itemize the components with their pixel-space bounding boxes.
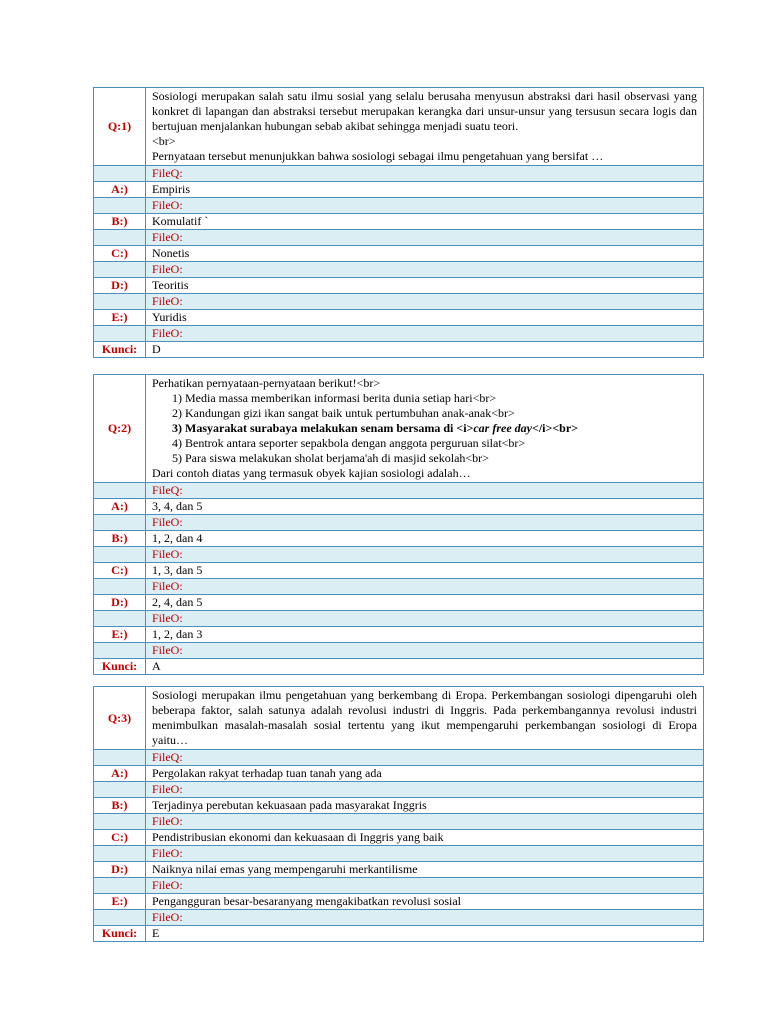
- statement-item: 4) Bentrok antara seporter sepakbola dengan anggota perguruan silat<br>: [172, 436, 526, 450]
- file-o: FileO:: [146, 515, 704, 531]
- file-o: FileO:: [146, 230, 704, 246]
- option-text: Naiknya nilai emas yang mempengaruhi merkantilisme: [146, 862, 704, 878]
- file-o: FileO:: [146, 579, 704, 595]
- kunci-label: Kunci:: [94, 659, 146, 675]
- question-label: Q:1): [94, 88, 146, 166]
- option-label: D:): [94, 278, 146, 294]
- file-o: FileO:: [146, 846, 704, 862]
- option-label: A:): [94, 182, 146, 198]
- option-label: A:): [94, 499, 146, 515]
- question-text: [146, 88, 704, 166]
- file-o: FileO:: [146, 294, 704, 310]
- option-label: E:): [94, 627, 146, 643]
- file-q: FileQ:: [146, 483, 704, 499]
- file-o: FileO:: [146, 262, 704, 278]
- statement-item: 2) Kandungan gizi ikan sangat baik untuk pertumbuhan anak-anak<br>: [172, 406, 515, 420]
- file-o: FileO:: [146, 814, 704, 830]
- option-text: Nonetis: [146, 246, 704, 262]
- question-text-line: <br>: [152, 134, 176, 148]
- question-3-table: [93, 686, 704, 942]
- option-label: C:): [94, 563, 146, 579]
- option-text: 3, 4, dan 5: [146, 499, 704, 515]
- option-text: 1, 2, dan 3: [146, 627, 704, 643]
- option-label: C:): [94, 830, 146, 846]
- option-label: C:): [94, 246, 146, 262]
- statement-item: 1) Media massa memberikan informasi berita dunia setiap hari<br>: [172, 391, 497, 405]
- file-o: FileO:: [146, 910, 704, 926]
- option-text: Yuridis: [146, 310, 704, 326]
- question-text: Sosiologi merupakan ilmu pengetahuan yang berkembang di Eropa. Perkembangan sosiologi dipengaruhi oleh beberapa faktor, salah satunya adalah revolusi industri di Inggris. Pada perkembangannya revolusi industri menimbulkan masalah-masalah sosial tertentu yang ikut mempengaruhi perkembangan sosiologi di Eropa yaitu…: [146, 687, 704, 750]
- option-label: B:): [94, 531, 146, 547]
- kunci-label: Kunci:: [94, 342, 146, 358]
- file-o: FileO:: [146, 198, 704, 214]
- option-label: E:): [94, 894, 146, 910]
- option-text: Pengangguran besar-besaranyang mengakibatkan revolusi sosial: [146, 894, 704, 910]
- question-text-line: Pernyataan tersebut menunjukkan bahwa sosiologi sebagai ilmu pengetahuan yang bersifat …: [152, 149, 604, 163]
- statement-item: 5) Para siswa melakukan sholat berjama'ah di masjid sekolah<br>: [172, 451, 489, 465]
- question-text: [146, 375, 704, 483]
- option-label: D:): [94, 862, 146, 878]
- question-label: Q:3): [94, 687, 146, 750]
- question-label: Q:2): [94, 375, 146, 483]
- kunci-answer: E: [146, 926, 704, 942]
- file-q: FileQ:: [146, 750, 704, 766]
- option-text: Pergolakan rakyat terhadap tuan tanah yang ada: [146, 766, 704, 782]
- option-text: Empiris: [146, 182, 704, 198]
- file-o: FileO:: [146, 782, 704, 798]
- file-o: FileO:: [146, 611, 704, 627]
- option-label: E:): [94, 310, 146, 326]
- question-1-table: [93, 87, 704, 358]
- option-text: 1, 3, dan 5: [146, 563, 704, 579]
- option-label: D:): [94, 595, 146, 611]
- option-text: 1, 2, dan 4: [146, 531, 704, 547]
- file-o: FileO:: [146, 878, 704, 894]
- option-text: Komulatif `: [146, 214, 704, 230]
- question-2-table: [93, 374, 704, 675]
- file-o: FileO:: [146, 326, 704, 342]
- option-label: B:): [94, 798, 146, 814]
- kunci-answer: A: [146, 659, 704, 675]
- option-text: Pendistribusian ekonomi dan kekuasaan di Inggris yang baik: [146, 830, 704, 846]
- kunci-label: Kunci:: [94, 926, 146, 942]
- file-o: FileO:: [146, 643, 704, 659]
- question-text-line: Sosiologi merupakan salah satu ilmu sosial yang selalu berusaha menyusun abstraksi dari hasil observasi yang konkret di lapangan dan abstraksi tersebut merupakan kerangka dari unsur-unsur yang tersusun secara logis dan bertujuan menjalankan hubungan sebab akibat sehingga menjadi suatu teori.: [152, 89, 697, 133]
- file-q: FileQ:: [146, 166, 704, 182]
- question-outro: Dari contoh diatas yang termasuk obyek kajian sosiologi adalah…: [152, 466, 471, 480]
- option-text: Terjadinya perebutan kekuasaan pada masyarakat Inggris: [146, 798, 704, 814]
- statement-item-bold: 3) Masyarakat surabaya melakukan senam bersama di <i>car free day</i><br>: [172, 421, 579, 435]
- option-label: A:): [94, 766, 146, 782]
- option-label: B:): [94, 214, 146, 230]
- kunci-answer: D: [146, 342, 704, 358]
- option-text: Teoritis: [146, 278, 704, 294]
- file-o: FileO:: [146, 547, 704, 563]
- option-text: 2, 4, dan 5: [146, 595, 704, 611]
- question-intro: Perhatikan pernyataan-pernyataan berikut!<br>: [152, 376, 381, 390]
